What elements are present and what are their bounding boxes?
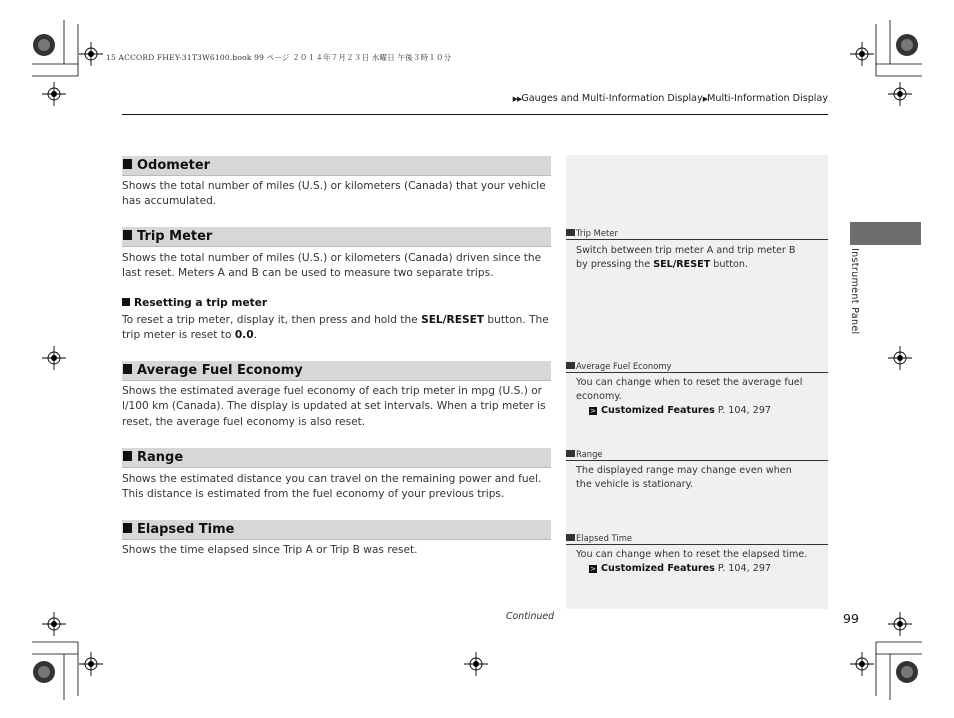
square-bullet-icon	[123, 159, 132, 169]
square-bullet-icon	[123, 451, 132, 461]
note-icon	[566, 229, 575, 236]
range-text: Shows the estimated distance you can travel on the remaining power and fuel. This distance is estimated from the fuel economy of your previous trips.	[122, 473, 542, 501]
section-title: Average Fuel Economy	[137, 363, 303, 378]
sel-reset-button-label: SEL/RESET	[653, 259, 711, 270]
odometer-text: Shows the total number of miles (U.S.) or kilometers (Canada) that your vehicle has accumulated.	[122, 180, 546, 208]
section-title: Trip Meter	[137, 229, 213, 244]
xref-customized-features[interactable]: > Customized Features P. 104, 297	[590, 405, 772, 416]
reset-value: 0.0	[234, 329, 254, 342]
square-bullet-icon	[123, 230, 132, 240]
note-icon	[566, 534, 575, 541]
section-title: Elapsed Time	[137, 522, 235, 537]
note-elapsed	[576, 548, 808, 576]
elapsed-text: Shows the time elapsed since Trip A or Trip B was reset.	[122, 544, 418, 556]
note-header-trip-meter: Trip Meter	[566, 228, 828, 240]
breadcrumb-separator-icon: ▶	[702, 95, 708, 103]
sel-reset-button-label: SEL/RESET	[421, 314, 485, 326]
note-header-avg-fuel: Average Fuel Economy	[566, 361, 828, 373]
note-header-range: Range	[566, 449, 828, 461]
section-header-trip-meter	[122, 227, 551, 247]
breadcrumb-item-gauges[interactable]: Gauges and Multi-Information Display	[521, 93, 703, 104]
section-header-avg-fuel	[122, 361, 551, 381]
square-bullet-icon	[122, 298, 130, 306]
note-icon	[566, 362, 575, 369]
section-title: Range	[137, 450, 184, 465]
breadcrumb-item-mid[interactable]: Multi-Information Display	[707, 93, 828, 104]
cross-reference-arrow-icon: >	[590, 407, 596, 415]
note-avg-fuel	[576, 376, 808, 418]
note-icon	[566, 450, 575, 457]
page-number: 99	[843, 611, 859, 626]
square-bullet-icon	[123, 523, 132, 533]
xref-customized-features[interactable]: > Customized Features P. 104, 297	[590, 563, 772, 574]
avg-fuel-text: Shows the estimated average fuel economy of each trip meter in mpg (U.S.) or l/100 km (Canada). The display is updated at set intervals. When a trip meter is reset, the average fuel economy is also reset.	[122, 385, 546, 428]
note-range-text: The displayed range may change even when the vehicle is stationary.	[576, 465, 792, 490]
note-trip-meter-text: Switch between trip meter A and trip meter B by pressing the SEL/RESET button.	[576, 245, 796, 270]
print-info-line: 15 ACCORD FHEY-31T3W6100.book 99 ページ ２０１４年７月２３日 水曜日 午後３時１０分	[106, 53, 452, 62]
section-header-elapsed	[122, 520, 551, 540]
header-rule	[122, 114, 828, 115]
note-header-elapsed: Elapsed Time	[566, 533, 828, 545]
cross-reference-arrow-icon: >	[590, 565, 596, 573]
square-bullet-icon	[123, 364, 132, 374]
resetting-text: To reset a trip meter, display it, then press and hold the SEL/RESET button. The trip meter is reset to 0.0.	[122, 314, 549, 342]
note-elapsed-text: You can change when to reset the elapsed time.	[576, 549, 808, 560]
subsection-title: Resetting a trip meter	[134, 297, 268, 309]
section-header-range	[122, 448, 551, 468]
subsection-resetting	[122, 297, 267, 309]
breadcrumb	[513, 93, 828, 104]
chapter-tab[interactable]	[850, 222, 921, 245]
note-avg-fuel-text: You can change when to reset the average fuel economy.	[576, 377, 803, 402]
continued-label: Continued	[506, 611, 555, 622]
section-title: Odometer	[137, 158, 211, 173]
breadcrumb-arrow-icon: ▶▶	[512, 95, 522, 103]
trip-meter-text: Shows the total number of miles (U.S.) or kilometers (Canada) driven since the last reset. Meters A and B can be used to measure two separate trips.	[122, 252, 542, 280]
chapter-tab-label: Instrument Panel	[849, 248, 860, 335]
section-header-odometer	[122, 156, 551, 176]
